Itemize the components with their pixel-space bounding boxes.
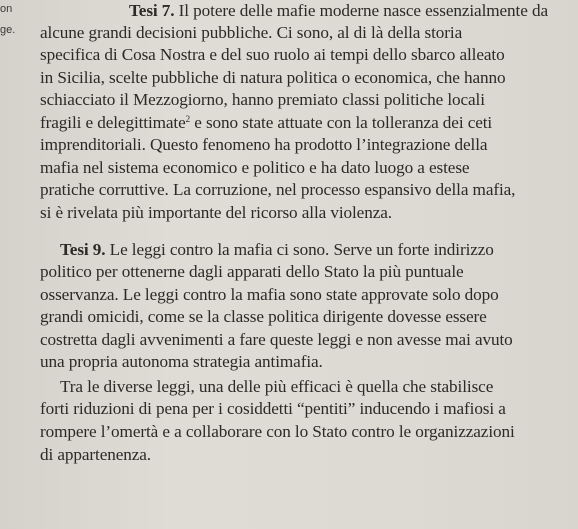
footnote-ref: 2 [185, 114, 191, 124]
paragraph3-line-3: rompere l’omertà e a collaborare con lo Stato contro le organizzazioni [40, 422, 515, 441]
thesis7-line-2: alcune grandi decisioni pubbliche. Ci sono, al di là della storia [40, 23, 463, 42]
thesis9-line-3: osservanza. Le leggi contro la mafia sono state approvate solo dopo [40, 285, 499, 304]
thesis7-line-8: mafia nel sistema economico e politico e ha dato luogo a estese [40, 158, 470, 177]
thesis7-line-1: Tesi 7. Il potere delle mafie moderne nasce essenzialmente da [129, 1, 548, 20]
thesis9-line-2: politico per ottenerne dagli apparati dello Stato la più puntuale [40, 262, 464, 281]
thesis7-line-7: imprenditoriali. Questo fenomeno ha prodotto l’integrazione della [40, 135, 488, 154]
thesis7-line-9: pratiche corruttive. La corruzione, nel processo espansivo della mafia, [40, 180, 516, 199]
paragraph3-line-2: forti riduzioni di pena per i cosiddetti “pentiti” inducendo i mafiosi a [40, 399, 506, 418]
margin-note-top: on [0, 3, 13, 15]
thesis9-line-4: grandi omicidi, come se la classe politica dirigente dovesse essere [40, 307, 487, 326]
thesis7-label: Tesi 7. [129, 1, 175, 20]
thesis7-line-4: in Sicilia, scelte pubbliche di natura politica o economica, che hanno [40, 68, 506, 87]
thesis7-line-3: specifica di Cosa Nostra e del suo ruolo ai tempi dello sbarco alleato [40, 45, 505, 64]
paragraph3-line-1: Tra le diverse leggi, una delle più efficaci è quella che stabilisce [60, 377, 494, 396]
thesis7-line-6: fragili e delegittimate$^2$ e sono state attuate con la tolleranza dei ceti [40, 113, 493, 132]
thesis9-label: Tesi 9. [60, 240, 106, 259]
thesis9-line-6: una propria autonoma strategia antimafia. [40, 352, 323, 371]
thesis9-line-1: Tesi 9. Le leggi contro la mafia ci sono. Serve un forte indirizzo [60, 240, 494, 259]
paragraph3-line-4: di appartenenza. [40, 445, 152, 464]
thesis9-line-5: costretta dagli avvenimenti a fare queste leggi e non avesse mai avuto [40, 330, 513, 349]
thesis7-line-5: schiacciato il Mezzogiorno, hanno premiato classi politiche locali [40, 90, 485, 109]
thesis7-line-10: si è rivelata più importante del ricorso alla violenza. [40, 203, 392, 222]
margin-note-second: ge. [0, 24, 16, 36]
